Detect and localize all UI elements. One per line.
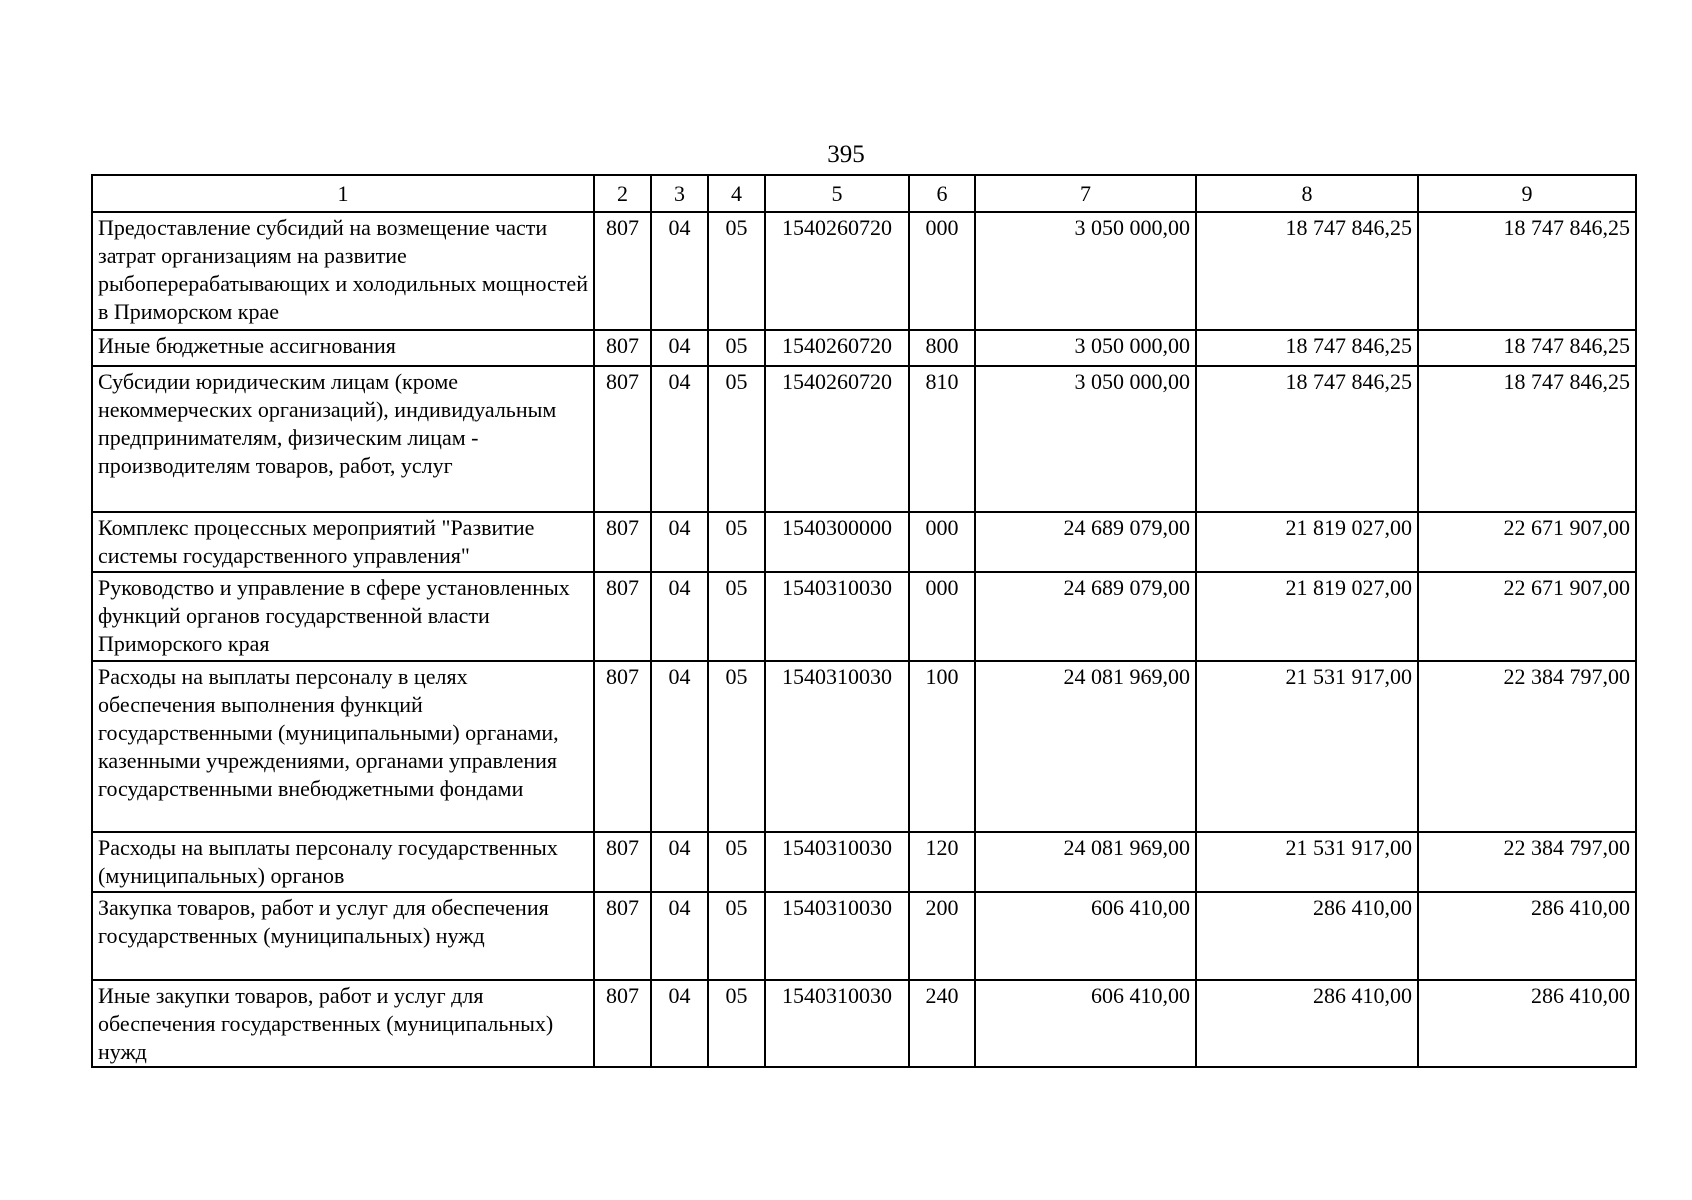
- row-code-4: 05: [708, 832, 765, 892]
- row-value-8: 21 531 917,00: [1196, 832, 1418, 892]
- table-row: [92, 572, 1636, 661]
- row-description: Иные бюджетные ассигнования: [92, 330, 594, 366]
- row-code-3: 04: [651, 892, 708, 980]
- column-header-9: 9: [1418, 175, 1636, 212]
- row-code-4: 05: [708, 366, 765, 512]
- row-description: Руководство и управление в сфере установленных функций органов государственной власти Приморского края: [92, 572, 594, 661]
- row-code-4: 05: [708, 980, 765, 1067]
- row-value-7: 24 689 079,00: [975, 572, 1196, 661]
- row-description: Расходы на выплаты персоналу государственных (муниципальных) органов: [92, 832, 594, 892]
- row-code-5: 1540310030: [765, 980, 909, 1067]
- column-header-2: 2: [594, 175, 651, 212]
- row-code-2: 807: [594, 892, 651, 980]
- row-code-5: 1540260720: [765, 330, 909, 366]
- row-code-5: 1540310030: [765, 661, 909, 832]
- row-code-6: 000: [909, 212, 975, 330]
- row-description: Закупка товаров, работ и услуг для обеспечения государственных (муниципальных) нужд: [92, 892, 594, 980]
- row-value-7: 24 081 969,00: [975, 832, 1196, 892]
- row-description: Расходы на выплаты персоналу в целях обеспечения выполнения функций государственными (муниципальными) органами, казенными учреждениями, органами управления государственными внебюджетными фондами: [92, 661, 594, 832]
- table-row: [92, 980, 1636, 1067]
- row-value-7: 606 410,00: [975, 980, 1196, 1067]
- row-value-7: 3 050 000,00: [975, 212, 1196, 330]
- row-code-2: 807: [594, 330, 651, 366]
- page-number: 395: [827, 141, 865, 168]
- budget-table: [91, 174, 1637, 1068]
- row-code-5: 1540310030: [765, 572, 909, 661]
- row-code-3: 04: [651, 330, 708, 366]
- row-code-4: 05: [708, 512, 765, 572]
- row-value-9: 18 747 846,25: [1418, 330, 1636, 366]
- row-value-8: 286 410,00: [1196, 892, 1418, 980]
- column-header-5: 5: [765, 175, 909, 212]
- row-value-9: 22 671 907,00: [1418, 512, 1636, 572]
- column-header-4: 4: [708, 175, 765, 212]
- row-value-9: 22 384 797,00: [1418, 661, 1636, 832]
- row-code-5: 1540260720: [765, 366, 909, 512]
- row-value-7: 24 081 969,00: [975, 661, 1196, 832]
- row-code-4: 05: [708, 892, 765, 980]
- row-value-7: 606 410,00: [975, 892, 1196, 980]
- row-code-3: 04: [651, 512, 708, 572]
- row-code-6: 100: [909, 661, 975, 832]
- row-value-9: 22 671 907,00: [1418, 572, 1636, 661]
- row-value-8: 18 747 846,25: [1196, 366, 1418, 512]
- row-value-9: 286 410,00: [1418, 980, 1636, 1067]
- row-code-6: 000: [909, 572, 975, 661]
- column-header-6: 6: [909, 175, 975, 212]
- row-code-3: 04: [651, 980, 708, 1067]
- row-code-6: 800: [909, 330, 975, 366]
- row-code-5: 1540300000: [765, 512, 909, 572]
- row-code-4: 05: [708, 661, 765, 832]
- row-code-4: 05: [708, 572, 765, 661]
- row-value-8: 21 819 027,00: [1196, 512, 1418, 572]
- row-description: Предоставление субсидий на возмещение части затрат организациям на развитие рыбоперерабатывающих и холодильных мощностей в Приморском крае: [92, 212, 594, 330]
- table-row: [92, 366, 1636, 512]
- row-code-6: 000: [909, 512, 975, 572]
- row-code-3: 04: [651, 661, 708, 832]
- row-code-2: 807: [594, 832, 651, 892]
- row-code-2: 807: [594, 661, 651, 832]
- row-value-8: 18 747 846,25: [1196, 330, 1418, 366]
- row-code-2: 807: [594, 212, 651, 330]
- row-code-3: 04: [651, 212, 708, 330]
- row-code-5: 1540310030: [765, 892, 909, 980]
- row-value-7: 24 689 079,00: [975, 512, 1196, 572]
- row-value-8: 286 410,00: [1196, 980, 1418, 1067]
- column-header-3: 3: [651, 175, 708, 212]
- header-row: [92, 175, 1636, 212]
- column-header-7: 7: [975, 175, 1196, 212]
- row-value-9: 22 384 797,00: [1418, 832, 1636, 892]
- row-value-7: 3 050 000,00: [975, 330, 1196, 366]
- column-header-1: 1: [92, 175, 594, 212]
- row-code-3: 04: [651, 366, 708, 512]
- table-row: [92, 212, 1636, 330]
- row-code-4: 05: [708, 212, 765, 330]
- row-value-9: 286 410,00: [1418, 892, 1636, 980]
- row-code-6: 200: [909, 892, 975, 980]
- column-header-8: 8: [1196, 175, 1418, 212]
- row-code-6: 810: [909, 366, 975, 512]
- row-code-2: 807: [594, 512, 651, 572]
- table-row: [92, 512, 1636, 572]
- table-row: [92, 832, 1636, 892]
- row-code-6: 240: [909, 980, 975, 1067]
- table-row: [92, 330, 1636, 366]
- row-description: Субсидии юридическим лицам (кроме некоммерческих организаций), индивидуальным предпринимателям, физическим лицам - производителям товаров, работ, услуг: [92, 366, 594, 512]
- row-value-9: 18 747 846,25: [1418, 212, 1636, 330]
- table-row: [92, 661, 1636, 832]
- row-value-8: 21 819 027,00: [1196, 572, 1418, 661]
- row-value-9: 18 747 846,25: [1418, 366, 1636, 512]
- row-code-3: 04: [651, 832, 708, 892]
- row-value-8: 18 747 846,25: [1196, 212, 1418, 330]
- table-row: [92, 892, 1636, 980]
- row-description: Иные закупки товаров, работ и услуг для обеспечения государственных (муниципальных) нужд: [92, 980, 594, 1067]
- row-code-3: 04: [651, 572, 708, 661]
- row-code-5: 1540260720: [765, 212, 909, 330]
- row-code-6: 120: [909, 832, 975, 892]
- row-code-5: 1540310030: [765, 832, 909, 892]
- row-code-2: 807: [594, 980, 651, 1067]
- row-value-8: 21 531 917,00: [1196, 661, 1418, 832]
- row-code-4: 05: [708, 330, 765, 366]
- row-code-2: 807: [594, 366, 651, 512]
- row-code-2: 807: [594, 572, 651, 661]
- row-value-7: 3 050 000,00: [975, 366, 1196, 512]
- row-description: Комплекс процессных мероприятий "Развитие системы государственного управления": [92, 512, 594, 572]
